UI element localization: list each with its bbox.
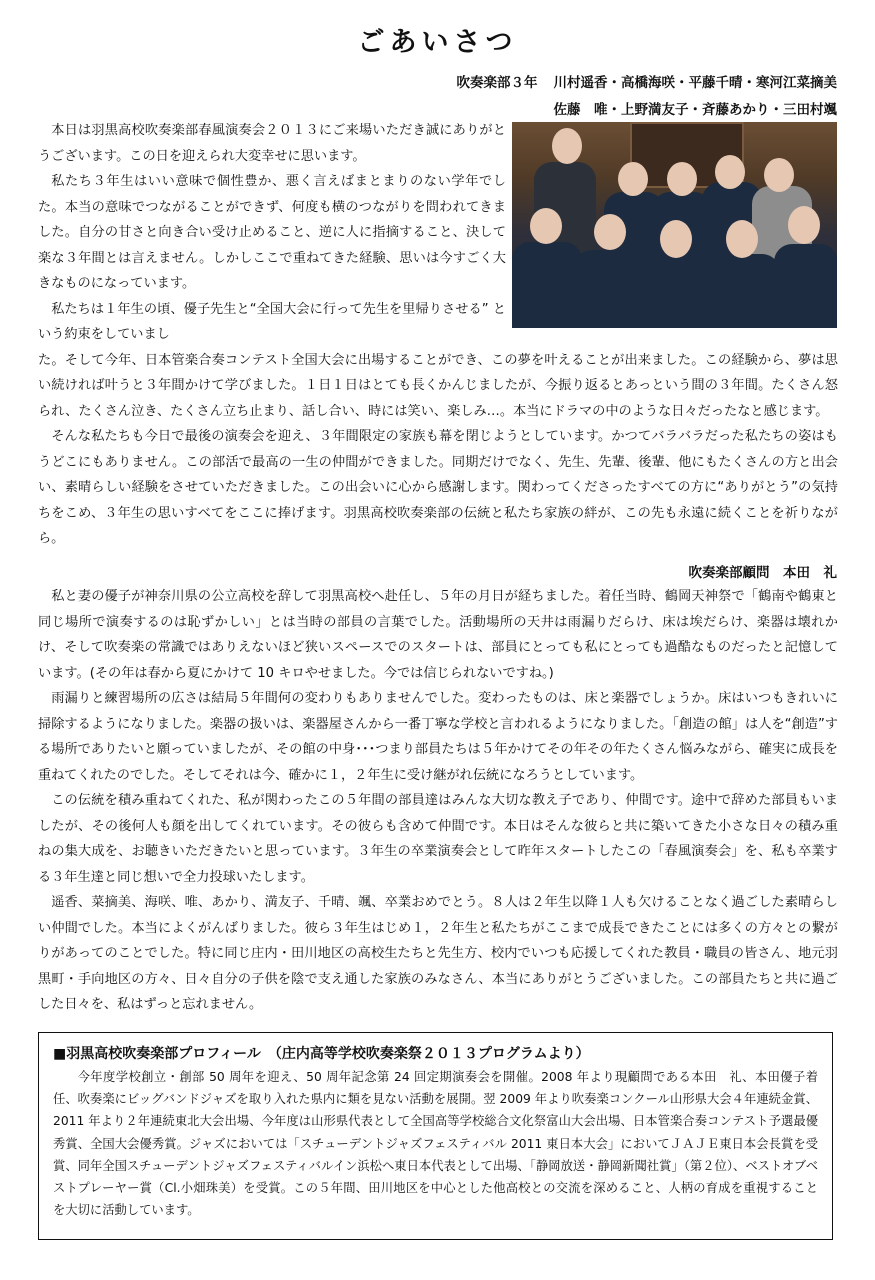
greeting-paragraph: た。そして今年、日本管楽合奏コンテスト全国大会に出場することができ、この夢を叶えることが出来ました。この経験から、夢は思い続ければ叶うと３年間かけて学びました。１日１日はとても長くかんじましたが、今振り返るとあっという間の３年間。たくさん怒られ、たくさん泣き、たくさん立ち止まり、話し合い、時には笑い、楽しみ…。本当にドラマの中のような日々だったなと感じます。 <box>38 352 838 419</box>
students-greeting-wide <box>38 348 838 552</box>
advisor-paragraph: 雨漏りと練習場所の広さは結局５年間何の変わりもありませんでした。変わったものは、床と楽器でしょうか。床はいつもきれいに掃除するようになりました。楽器の扱いは、楽器屋さんから一番丁寧な学校と言われるようになりました。「創造の館」は人を“創造”する場所でありたいと願っていましたが、その館の中身･･･つまり部員たちは５年かけてその年その年たくさん悩みながら、確実に成長を重ねてくれたのでした。そしてそれは今、確かに１，２年生に受け継がれ伝統になろうとしています。 <box>38 691 838 783</box>
greeting-paragraph: そんな私たちも今日で最後の演奏会を迎え、３年間限定の家族も幕を閉じようとしています。かつてバラバラだった私たちの姿はもうどこにもありません。この部活で最高の一生の仲間ができました。同期だけでなく、先生、先輩、後輩、他にもたくさんの方と出会い、素晴らしい経験をさせていただきました。この出会いに心から感謝します。関わってくださったすべての方に“ありがとう”の気持ちをこめ、３年生の思いすべてをここに捧げます。羽黒高校吹奏楽部の伝統と私たち家族の絆が、この先も永遠に続くことを祈りながら。 <box>38 429 838 546</box>
page-title: ごあいさつ <box>357 27 518 58</box>
profile-title: ■羽黒高校吹奏楽部プロフィール （庄内高等学校吹奏楽祭２０１３プログラムより） <box>53 1046 590 1062</box>
greeting-paragraph-part: 私たちは１年生の頃、優子先生と“全国大会に行って先生を里帰りさせる” という約束をしていまし <box>38 301 506 342</box>
profile-body: 今年度学校創立・創部 50 周年を迎え、50 周年記念第 24 回定期演奏会を開催。2008 年より現顧問である本田 礼、本田優子着任、吹奏楽にビッグバンドジャズを取り入れた県内に類を見ない活動を展開。翌 2009 年より吹奏楽コンクール山形県大会４年連続金賞、2011 年より２年連続東北大会出場、今年度は山形県代表として全国高等学校総合文化祭富山大会出場、日本管楽合奏コンテスト予選最優秀賞、全国大会優秀賞。ジャズにおいては「スチューデントジャズフェスティバル 2011 東日本大会」においてＪＡＪＥ東日本会長賞を受賞、同年全国スチューデントジャズフェスティバルイン浜松へ東日本代表として出場、「静岡放送・静岡新聞社賞」（第２位）、ベストオブベストプレーヤー賞（Cl.小畑珠美）を受賞。この５年間、田川地区を中心とした他高校との交流を深めること、人柄の育成を重視することを大切に活動しています。 <box>53 1070 818 1218</box>
club-profile-box <box>38 1032 833 1240</box>
student-authors <box>457 70 838 124</box>
students-greeting <box>38 118 838 552</box>
advisor-label: 吹奏楽部顧問 本田 礼 <box>688 565 837 581</box>
authors-line-1 <box>457 70 838 97</box>
advisor-greeting <box>38 584 838 1018</box>
authors-names-1: 川村遥香・高橋海咲・平藤千晴・寒河江菜摘美 <box>553 75 837 91</box>
students-greeting-top <box>38 118 506 348</box>
greeting-paragraph: 私たち３年生はいい意味で個性豊か、悪く言えばまとまりのない学年でした。本当の意味でつながることができず、何度も横のつながりを問われてきました。自分の甘さと向き合い受け止めること、逆に人に指摘すること、決して楽な３年間とは言えません。しかしここで重ねてきた経験、思いは今すごく大きなものになっています。 <box>38 174 506 291</box>
greeting-paragraph: 本日は羽黒高校吹奏楽部春風演奏会２０１３にご来場いただき誠にありがとうございます。この日を迎えられ大変幸せに思います。 <box>38 123 506 164</box>
authors-dept: 吹奏楽部３年 <box>456 75 538 91</box>
advisor-paragraph: 私と妻の優子が神奈川県の公立高校を辞して羽黒高校へ赴任し、５年の月日が経ちました。着任当時、鶴岡天神祭で「鶴南や鶴東と同じ場所で演奏するのは恥ずかしい」とは当時の部員の言葉でした。活動場所の天井は雨漏りだらけ、床は埃だらけ、楽器は壊れかけ、そして吹奏楽の常識ではありえないほど狭いスペースでのスタートは、部員にとっても私にとっても過酷なものだったと記憶しています。(その年は春から夏にかけて 10 キロやせました。今では信じられないですね。) <box>38 589 838 681</box>
advisor-paragraph: 遥香、菜摘美、海咲、唯、あかり、満友子、千晴、颯、卒業おめでとう。８人は２年生以降１人も欠けることなく過ごした素晴らしい仲間でした。本当によくがんばりました。彼ら３年生はじめ１，２年生と私たちがここまで成長できたことには多くの方々との繋がりがあってのことでした。特に同じ庄内・田川地区の高校生たちと先生方、校内でいつも応援してくれた教員・職員の皆さん、地元羽黒町・手向地区の方々、日々自分の子供を陰で支え通した家族のみなさん、本当にありがとうございました。この部員たちと共に過ごした日々を、私はずっと忘れません。 <box>38 895 838 1012</box>
authors-names-2: 佐藤 唯・上野満友子・斉藤あかり・三田村颯 <box>553 102 837 118</box>
advisor-paragraph: この伝統を積み重ねてくれた、私が関わったこの５年間の部員達はみんな大切な教え子であり、仲間です。途中で辞めた部員もいましたが、その後何人も顔を出してくれています。その彼らも含めて仲間です。本日はそんな彼らと共に築いてきた小さな日々の積み重ねの集大成を、お聴きいただきたいと思っています。３年生の卒業演奏会として昨年スタートしたこの「春風演奏会」を、私も卒業する３年生達と同じ想いで全力投球いたします。 <box>38 793 838 885</box>
